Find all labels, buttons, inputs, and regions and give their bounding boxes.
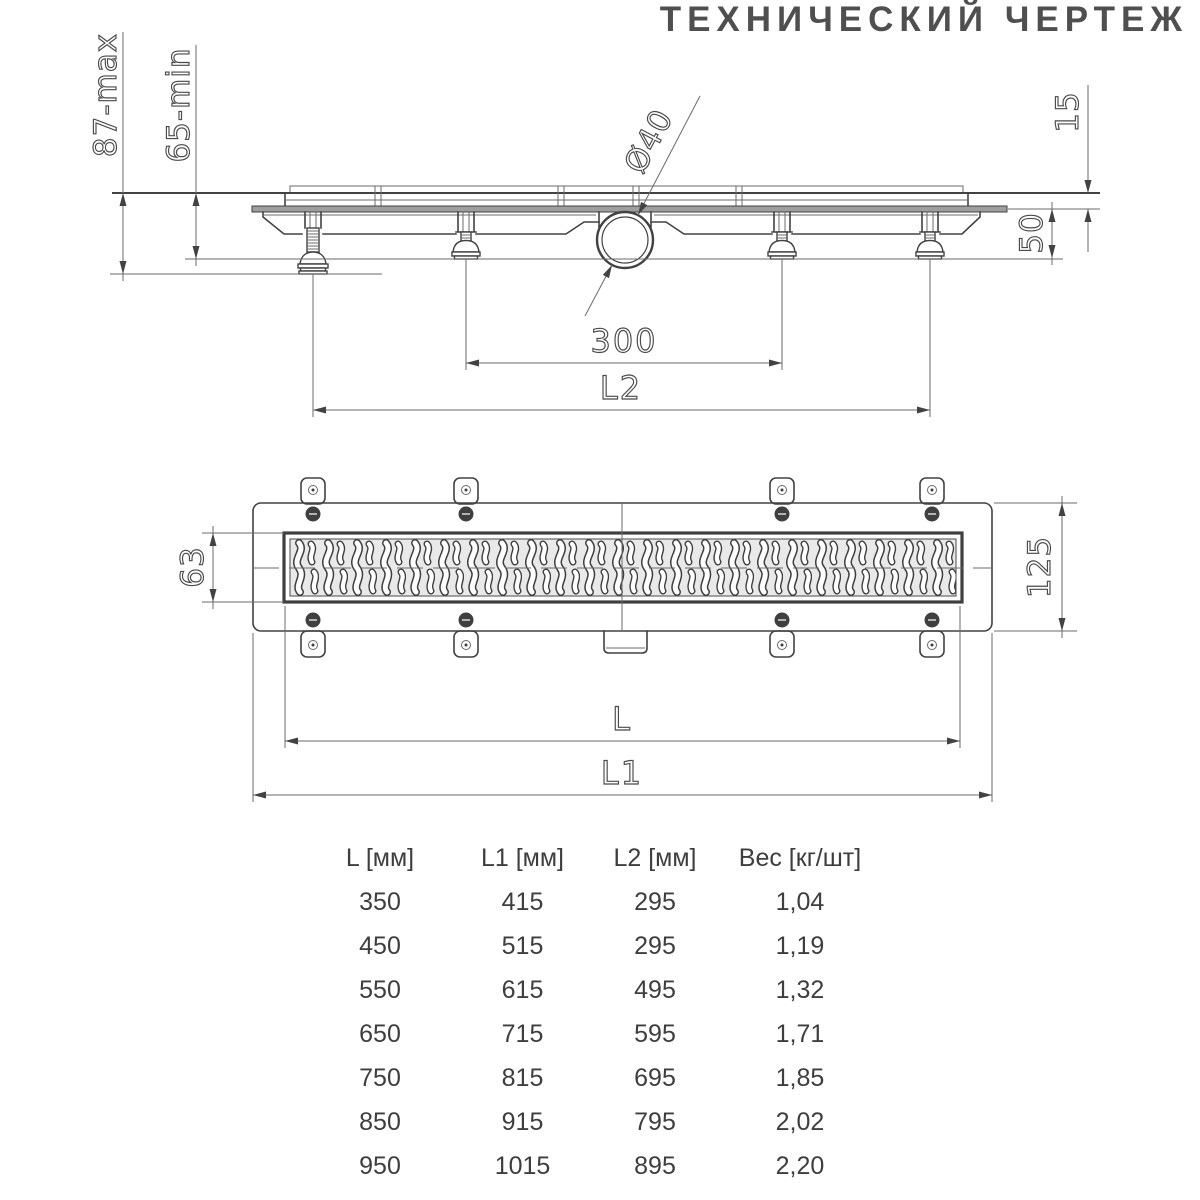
plan-view: [253, 478, 992, 657]
dim-65-min-label: 65-min: [161, 47, 197, 163]
table-row: [305, 924, 880, 968]
table-header-cell: L1 [мм]: [480, 844, 565, 872]
outlet-stub: [604, 631, 647, 653]
table-cell: 515: [501, 932, 544, 960]
dim-l-label: L: [612, 700, 632, 738]
dim-15-label: 15: [1050, 91, 1086, 133]
table-header-cell: Вес [кг/шт]: [738, 844, 862, 872]
table-cell: 595: [634, 1020, 676, 1048]
table-cell: 615: [501, 976, 544, 1004]
table-cell: 895: [634, 1152, 676, 1180]
table-row: [305, 968, 880, 1012]
flange-bar: [252, 206, 1007, 212]
table-cell: 2,02: [775, 1108, 825, 1136]
table-cell: 850: [359, 1108, 401, 1136]
table-cell: 1,19: [775, 932, 825, 960]
table-cell: 750: [359, 1064, 401, 1092]
table-cell: 1015: [494, 1152, 551, 1180]
table-cell: 550: [359, 976, 401, 1004]
table-cell: 295: [634, 888, 676, 916]
table-cell: 915: [501, 1108, 544, 1136]
table-header-row: [305, 836, 880, 880]
table-row: [305, 1100, 880, 1144]
dim-300-label: 300: [590, 322, 658, 360]
table-cell: 450: [359, 932, 401, 960]
table-cell: 695: [634, 1064, 676, 1092]
dim-87-max-label: 87-max: [88, 32, 124, 158]
table-cell: 2,20: [775, 1152, 825, 1180]
table-cell: 1,32: [775, 976, 825, 1004]
table-cell: 650: [359, 1020, 401, 1048]
table-row: [305, 1056, 880, 1100]
outlet-side: [597, 212, 653, 268]
dim-l1-label: L1: [600, 754, 644, 792]
table-cell: 1,71: [775, 1020, 825, 1048]
table-cell: 295: [634, 932, 676, 960]
dim-63-label: 63: [175, 546, 211, 588]
dim-50-label: 50: [1014, 212, 1050, 254]
side-view: [110, 186, 1100, 274]
side-view-dimensions: [88, 32, 1100, 417]
adjustable-foot: [452, 212, 480, 259]
table-cell: 950: [359, 1152, 401, 1180]
table-cell: 795: [634, 1108, 676, 1136]
adjustable-foot: [298, 212, 328, 274]
table-row: [305, 1012, 880, 1056]
table-row: [305, 1144, 880, 1188]
table-cell: 495: [634, 976, 676, 1004]
table-cell: 715: [501, 1020, 544, 1048]
adjustable-foot: [768, 212, 796, 259]
dim-l2-label: L2: [599, 369, 643, 407]
table-header-cell: L2 [мм]: [613, 844, 697, 872]
spec-table: [305, 836, 880, 1188]
table-cell: 350: [359, 888, 401, 916]
dim-125-label: 125: [1022, 535, 1058, 599]
page-title: ТЕХНИЧЕСКИЙ ЧЕРТЕЖ: [659, 0, 1188, 39]
dim-outlet-diameter-label: Ø40: [617, 103, 681, 180]
table-cell: 1,85: [775, 1064, 825, 1092]
table-row: [305, 880, 880, 924]
adjustable-foot: [916, 212, 944, 259]
table-header-cell: L [мм]: [345, 844, 415, 872]
table-cell: 1,04: [775, 888, 825, 916]
table-cell: 815: [501, 1064, 544, 1092]
table-cell: 415: [501, 888, 544, 916]
